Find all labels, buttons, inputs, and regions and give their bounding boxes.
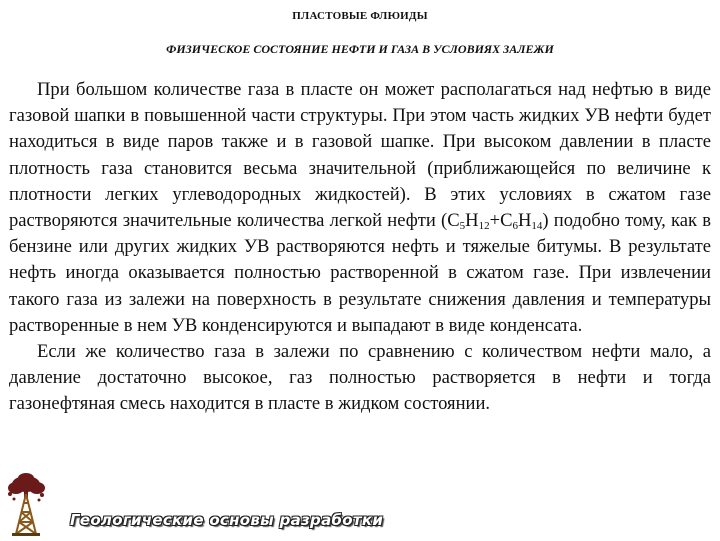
oil-derrick-icon <box>4 472 50 536</box>
paragraph-1 <box>9 77 711 339</box>
main-text <box>9 77 711 418</box>
formula-subscript: 14 <box>531 220 543 233</box>
formula-subscript: 5 <box>459 220 466 233</box>
footer-course-title: Геологические основы разработки <box>70 511 384 529</box>
paragraph-1-start: При большом количестве газа в пласте он может располагаться над нефтью в виде газовой шапки в повышенной части структуры. При этом часть жидких УВ нефти будет находиться в виде паров также и в газовой шапке. При высоком давлении в пласте плотность газа становится весьма значительной (приближающейся по величине к плотности легких углеводородных жидкостей). В этих условиях в сжатом газе растворяются значительные количества легкой нефти (С <box>9 79 711 232</box>
section-title: ПЛАСТОВЫЕ ФЛЮИДЫ <box>292 10 428 22</box>
formula-subscript: 6 <box>512 220 518 233</box>
formula-subscript: 12 <box>478 220 490 233</box>
paragraph-1-end: ) подобно тому, как в бензине или других жидких УВ растворяются нефть и тяжелые битумы. В результате нефть иногда оказывается полностью растворенной в сжатом газе. При извлечении такого газа из залежи на поверхность в результате снижения давления и температуры растворенные в нем УВ конденсируются и выпадают в виде конденсата. <box>9 210 711 336</box>
formula-symbol: Н <box>465 210 479 232</box>
slide-heading: ФИЗИЧЕСКОЕ СОСТОЯНИЕ НЕФТИ И ГАЗА В УСЛОВИЯХ ЗАЛЕЖИ <box>166 42 554 56</box>
formula-symbol: Н <box>517 210 532 232</box>
paragraph-2: Если же количество газа в залежи по сравнению с количеством нефти мало, а давление достаточно высокое, газ полностью растворяется в нефти и тогда газонефтяная смесь находится в пласте в жидком состоянии. <box>9 341 711 415</box>
formula-symbol: +С <box>489 210 513 232</box>
